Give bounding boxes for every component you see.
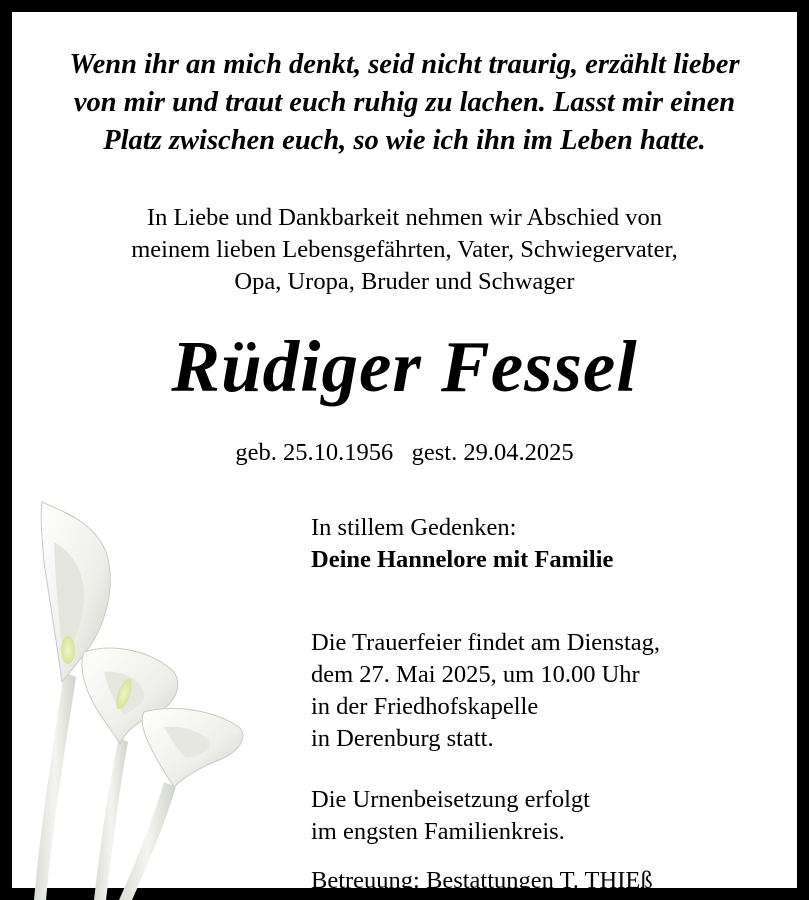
life-dates [24,437,785,469]
memorial-quote [24,46,785,160]
funeral-line: in der Friedhofskapelle [311,693,539,720]
quote-line: Wenn ihr an mich denkt, seid nicht traurig, erzählt lieber [69,49,740,80]
intro-line: In Liebe und Dankbarkeit nehmen wir Abschied von [146,204,663,231]
mourners-heading: In stillem Gedenken: [311,514,517,541]
quote-line: Platz zwischen euch, so wie ich ihn im Leben hatte. [103,125,706,156]
intro-line: Opa, Uropa, Bruder und Schwager [234,268,575,295]
farewell-intro [24,202,785,298]
funeral-line: in Derenburg statt. [311,725,494,752]
care-line: Betreuung: Bestattungen T. THIEß [311,867,653,894]
quote-line: von mir und traut euch ruhig zu lachen. Lasst mir einen [73,87,736,118]
burial-line: im engsten Familienkreis. [311,818,565,845]
burial-details [311,784,783,848]
death-date: gest. 29.04.2025 [411,439,574,466]
deceased-name: Rüdiger Fessel [171,326,638,407]
burial-line: Die Urnenbeisetzung erfolgt [311,786,590,813]
funeral-line: Die Trauerfeier findet am Dienstag, [311,629,661,656]
mourners-names: Deine Hannelore mit Familie [311,546,614,573]
mourners-section [311,512,783,576]
funeral-line: dem 27. Mai 2025, um 10.00 Uhr [311,661,640,688]
funeral-details [311,627,783,755]
intro-line: meinem lieben Lebensgefährten, Vater, Schwiegervater, [131,236,678,263]
calla-lily-icon [24,482,274,900]
funeral-home-credit [311,865,783,897]
birth-date: geb. 25.10.1956 [235,439,394,466]
